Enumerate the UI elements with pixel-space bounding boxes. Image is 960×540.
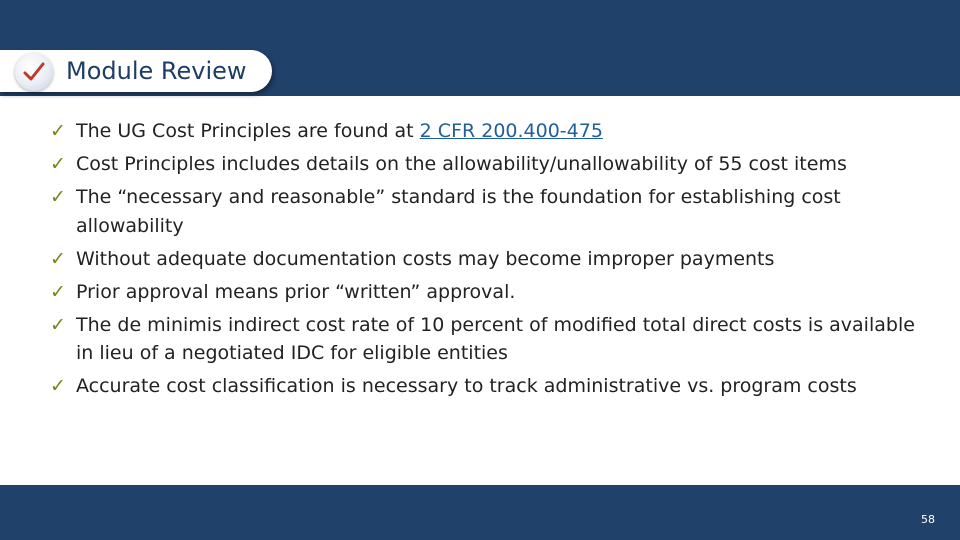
cfr-link[interactable]: 2 CFR 200.400-475 [419, 120, 603, 142]
bullet-text: The de minimis indirect cost rate of 10 percent of modified total direct costs is available in lieu of a negotiated IDC for eligible entities [76, 313, 915, 364]
bullet-item [50, 278, 930, 307]
checkmark-icon: ✓ [50, 313, 66, 336]
bullet-text: Without adequate documentation costs may become improper payments [76, 247, 775, 270]
page-number: 58 [921, 513, 935, 526]
checkmark-icon: ✓ [50, 280, 66, 303]
footer-band [0, 485, 960, 540]
checkmark-icon: ✓ [50, 120, 66, 142]
title-badge [15, 53, 53, 91]
bullet-list [50, 117, 930, 405]
checkmark-icon: ✓ [50, 247, 66, 270]
bullet-item [50, 150, 930, 179]
bullet-item [50, 311, 930, 368]
bullet-text: The UG Cost Principles are found at [76, 120, 420, 142]
bullet-text: Accurate cost classification is necessary to track administrative vs. program costs [76, 375, 857, 397]
checkmark-icon: ✓ [50, 375, 66, 397]
bullet-text: Cost Principles includes details on the allowability/unallowability of 55 cost items [76, 153, 847, 175]
bullet-item [50, 372, 930, 401]
bullet-item [50, 183, 930, 240]
checkmark-icon: ✓ [50, 186, 66, 208]
checkmark-icon: ✓ [50, 153, 66, 175]
bullet-text: Prior approval means prior “written” approval. [76, 280, 516, 303]
bullet-text: The “necessary and reasonable” standard is the foundation for establishing cost allowability [76, 186, 841, 237]
bullet-item [50, 117, 930, 146]
bullet-item [50, 245, 930, 274]
checkmark-icon [22, 60, 46, 84]
slide-title: Module Review [66, 57, 247, 85]
